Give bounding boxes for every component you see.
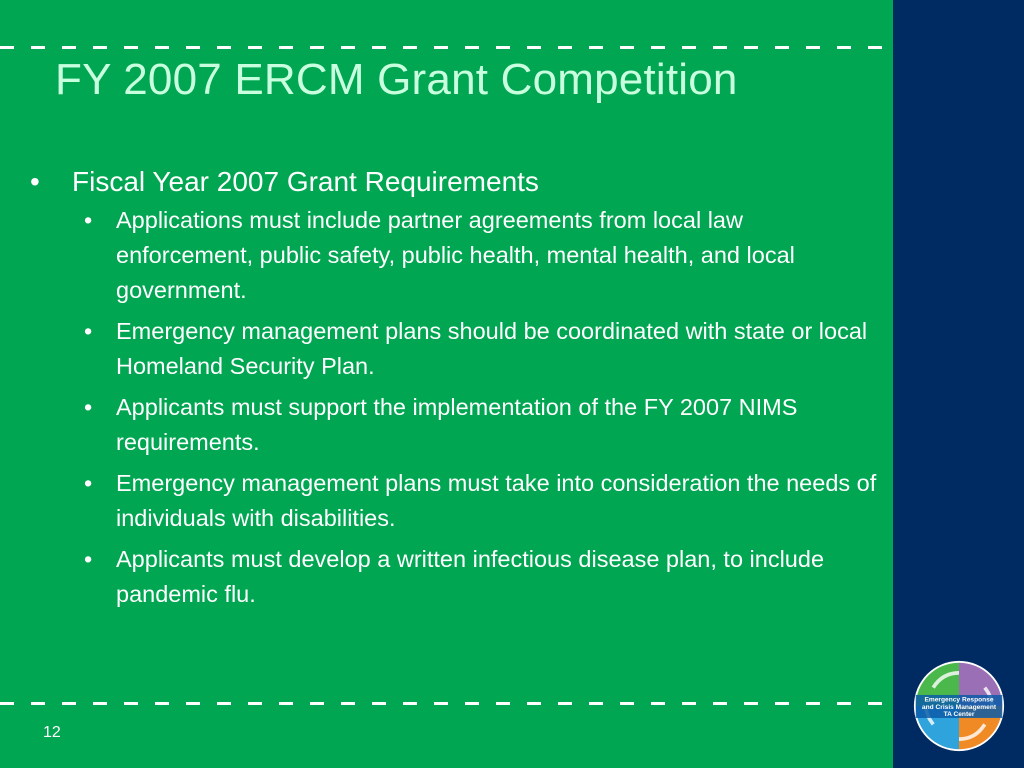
slide-title: FY 2007 ERCM Grant Competition [55,55,738,104]
sub-bullet [30,390,880,460]
logo-text-line1: Emergency Response [924,696,994,704]
logo-text-line2: and Crisis Management [921,703,997,711]
logo-text-line3: TA Center [943,711,975,719]
ercm-ta-center-logo [913,660,1005,752]
sub-bullet-text: Applications must include partner agreements from local law enforcement, public safety, public health, mental health, and local government. [116,207,795,303]
side-bar [893,0,1024,768]
sub-bullet-text: Applicants must develop a written infectious disease plan, to include pandemic flu. [116,546,825,607]
bullet-marker: • [30,166,40,197]
bullet-marker: • [84,318,93,344]
bullet-marker: • [84,207,93,233]
bullet-marker: • [84,546,93,572]
page-number: 12 [43,724,61,741]
sub-bullet-text: Emergency management plans should be coordinated with state or local Homeland Security Plan. [116,318,868,379]
sub-bullet-text: Applicants must support the implementation of the FY 2007 NIMS requirements. [116,394,798,455]
main-bullet-text: Fiscal Year 2007 Grant Requirements [72,166,539,197]
bullet-marker: • [84,470,93,496]
sub-bullet [30,542,880,612]
top-dashed-divider [0,46,893,49]
slide-content [30,163,880,618]
main-bullet [30,163,880,201]
sub-bullet [30,314,880,384]
sub-bullet-list [30,203,880,612]
bottom-dashed-divider [0,702,893,705]
sub-bullet [30,203,880,308]
sub-bullet [30,466,880,536]
bullet-marker: • [84,394,93,420]
sub-bullet-text: Emergency management plans must take into consideration the needs of individuals with disabilities. [116,470,877,531]
